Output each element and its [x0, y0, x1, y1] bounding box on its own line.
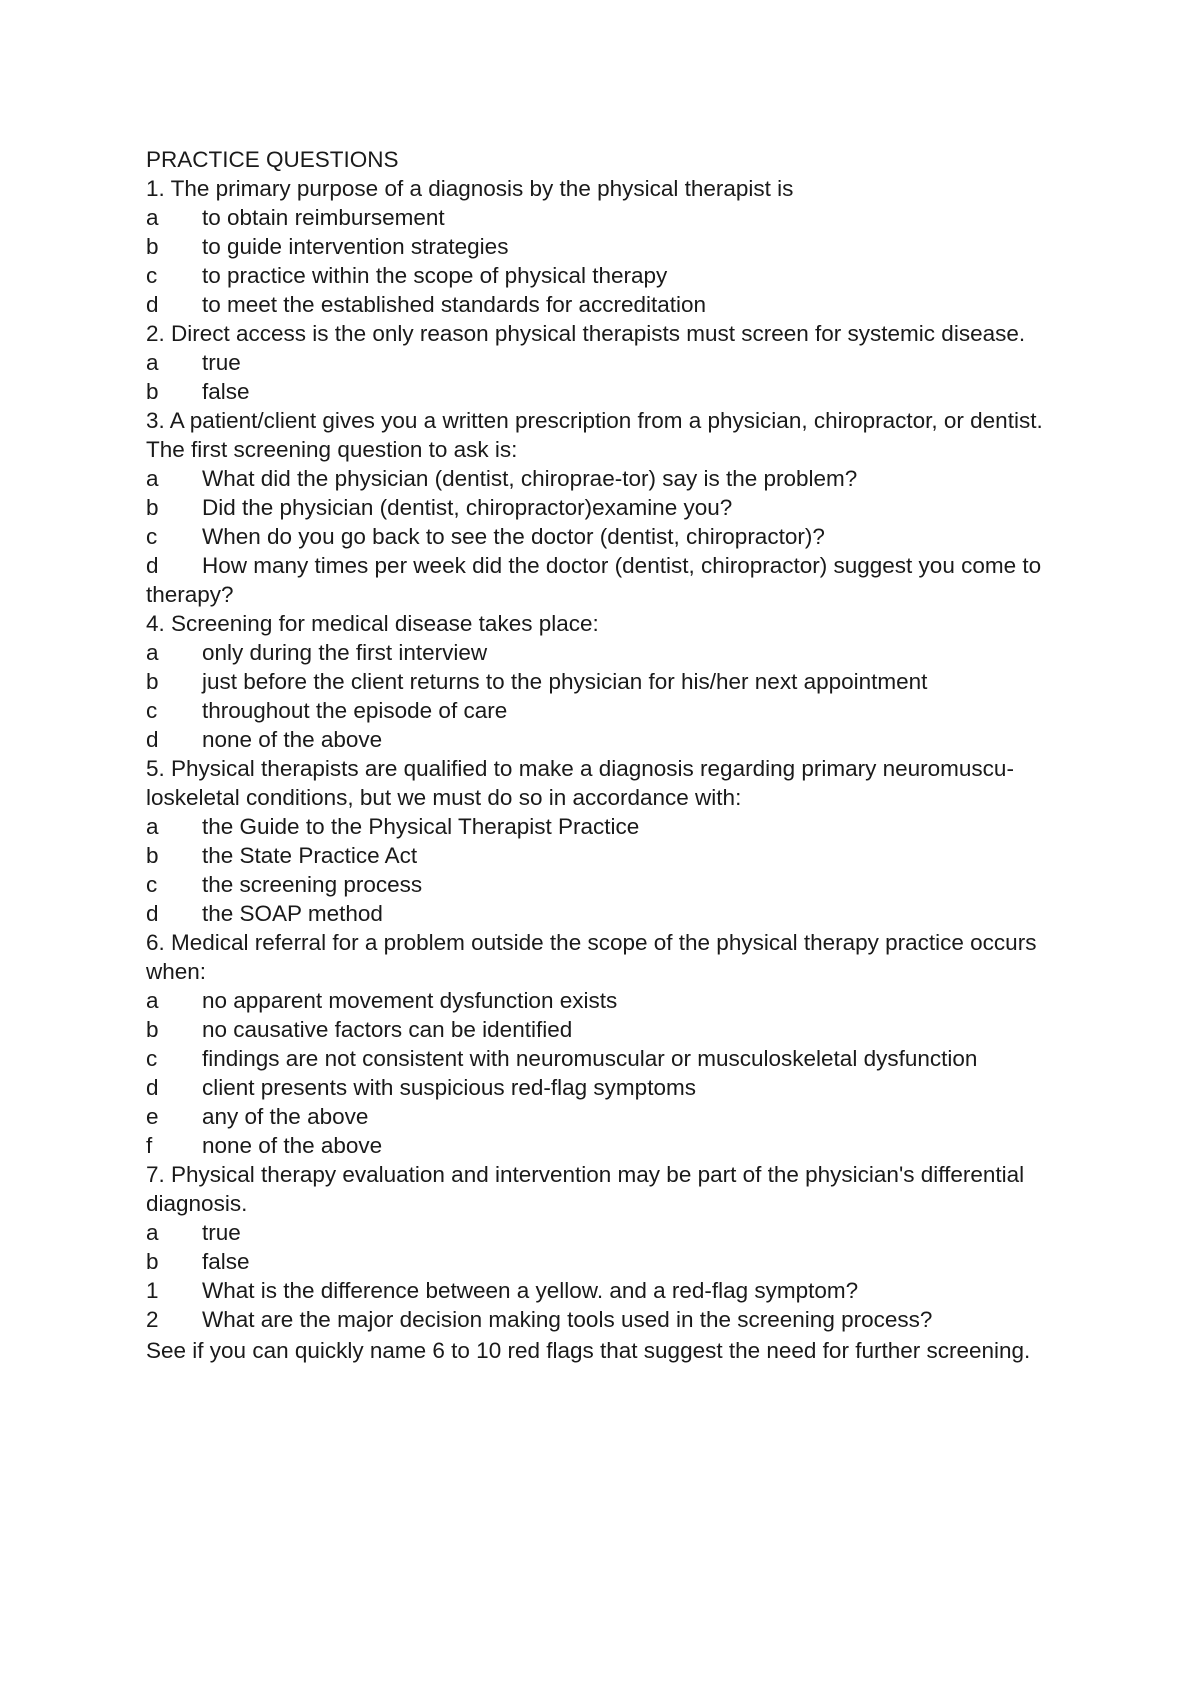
- option-text: Did the physician (dentist, chiropractor)examine you?: [202, 495, 733, 520]
- option-text: false: [202, 379, 250, 404]
- option-letter: a: [146, 1220, 159, 1245]
- option-letter: b: [146, 495, 159, 520]
- page-title: PRACTICE QUESTIONS: [146, 147, 399, 172]
- answer-option: [146, 1247, 1076, 1276]
- option-text: How many times per week did the doctor (dentist, chiropractor) suggest you come to therapy?: [146, 553, 1042, 607]
- answer-option: [146, 696, 1076, 725]
- option-text: to obtain reimbursement: [202, 205, 445, 230]
- question-stem: 7. Physical therapy evaluation and intervention may be part of the physician's differential diagnosis.: [146, 1162, 1025, 1216]
- option-letter: a: [146, 988, 159, 1013]
- answer-option: [146, 551, 1076, 609]
- option-text: the SOAP method: [202, 901, 383, 926]
- option-letter: a: [146, 466, 159, 491]
- answer-option: [146, 464, 1076, 493]
- discussion-question: [146, 1276, 1076, 1305]
- option-letter: d: [146, 1075, 159, 1100]
- discussion-text: What is the difference between a yellow. and a red-flag symptom?: [202, 1278, 859, 1303]
- option-text: What did the physician (dentist, chiroprae-tor) say is the problem?: [202, 466, 858, 491]
- option-text: true: [202, 1220, 241, 1245]
- answer-option: [146, 261, 1076, 290]
- question-stem: 1. The primary purpose of a diagnosis by the physical therapist is: [146, 176, 794, 201]
- option-text: no apparent movement dysfunction exists: [202, 988, 618, 1013]
- answer-option: [146, 203, 1076, 232]
- option-text: to guide intervention strategies: [202, 234, 509, 259]
- option-text: client presents with suspicious red-flag symptoms: [202, 1075, 696, 1100]
- option-letter: d: [146, 727, 159, 752]
- option-letter: a: [146, 640, 159, 665]
- option-text: to meet the established standards for accreditation: [202, 292, 707, 317]
- option-letter: b: [146, 1249, 159, 1274]
- option-text: the Guide to the Physical Therapist Practice: [202, 814, 640, 839]
- answer-option: [146, 899, 1076, 928]
- option-text: no causative factors can be identified: [202, 1017, 573, 1042]
- option-letter: a: [146, 350, 159, 375]
- option-text: any of the above: [202, 1104, 369, 1129]
- answer-option: [146, 725, 1076, 754]
- option-text: none of the above: [202, 1133, 383, 1158]
- answer-option: [146, 522, 1076, 551]
- option-text: the State Practice Act: [202, 843, 418, 868]
- option-letter: b: [146, 669, 159, 694]
- answer-option: [146, 638, 1076, 667]
- question-stem: 6. Medical referral for a problem outside the scope of the physical therapy practice occurs when:: [146, 930, 1037, 984]
- option-text: findings are not consistent with neuromuscular or musculoskeletal dysfunction: [202, 1046, 978, 1071]
- answer-option: [146, 1073, 1076, 1102]
- answer-option: [146, 1131, 1076, 1160]
- answer-option: [146, 812, 1076, 841]
- answer-option: [146, 1015, 1076, 1044]
- option-text: false: [202, 1249, 250, 1274]
- question-stem: 3. A patient/client gives you a written prescription from a physician, chiropractor, or dentist. The first screening question to ask is:: [146, 408, 1043, 462]
- option-letter: c: [146, 872, 158, 897]
- option-text: the screening process: [202, 872, 423, 897]
- discussion-number: 1: [146, 1278, 159, 1303]
- option-letter: d: [146, 292, 159, 317]
- option-text: true: [202, 350, 241, 375]
- option-letter: e: [146, 1104, 159, 1129]
- answer-option: [146, 1218, 1076, 1247]
- option-letter: d: [146, 901, 159, 926]
- option-letter: c: [146, 524, 158, 549]
- discussion-number: 2: [146, 1307, 159, 1332]
- discussion-text: What are the major decision making tools used in the screening process?: [202, 1307, 933, 1332]
- option-letter: a: [146, 205, 159, 230]
- answer-option: [146, 290, 1076, 319]
- answer-option: [146, 1044, 1076, 1073]
- option-letter: f: [146, 1133, 153, 1158]
- option-letter: b: [146, 379, 159, 404]
- closing-prompt: See if you can quickly name 6 to 10 red flags that suggest the need for further screening.: [146, 1338, 1031, 1363]
- answer-option: [146, 667, 1076, 696]
- answer-option: [146, 870, 1076, 899]
- answer-option: [146, 377, 1076, 406]
- answer-option: [146, 493, 1076, 522]
- answer-option: [146, 841, 1076, 870]
- discussion-question: [146, 1305, 1076, 1334]
- option-letter: b: [146, 843, 159, 868]
- option-text: only during the first interview: [202, 640, 488, 665]
- answer-option: [146, 1102, 1076, 1131]
- question-stem: 4. Screening for medical disease takes place:: [146, 611, 599, 636]
- option-letter: b: [146, 234, 159, 259]
- option-letter: a: [146, 814, 159, 839]
- option-text: none of the above: [202, 727, 383, 752]
- question-stem: 5. Physical therapists are qualified to make a diagnosis regarding primary neuromuscu-loskeletal conditions, but we must do so in accordance with:: [146, 756, 1014, 810]
- option-letter: b: [146, 1017, 159, 1042]
- option-letter: d: [146, 553, 159, 578]
- question-stem: 2. Direct access is the only reason physical therapists must screen for systemic disease.: [146, 321, 1026, 346]
- option-letter: c: [146, 1046, 158, 1071]
- option-text: When do you go back to see the doctor (dentist, chiropractor)?: [202, 524, 825, 549]
- option-letter: c: [146, 698, 158, 723]
- document-page: [146, 145, 1076, 1367]
- option-letter: c: [146, 263, 158, 288]
- option-text: to practice within the scope of physical therapy: [202, 263, 668, 288]
- option-text: just before the client returns to the physician for his/her next appointment: [202, 669, 928, 694]
- option-text: throughout the episode of care: [202, 698, 508, 723]
- answer-option: [146, 232, 1076, 261]
- answer-option: [146, 986, 1076, 1015]
- answer-option: [146, 348, 1076, 377]
